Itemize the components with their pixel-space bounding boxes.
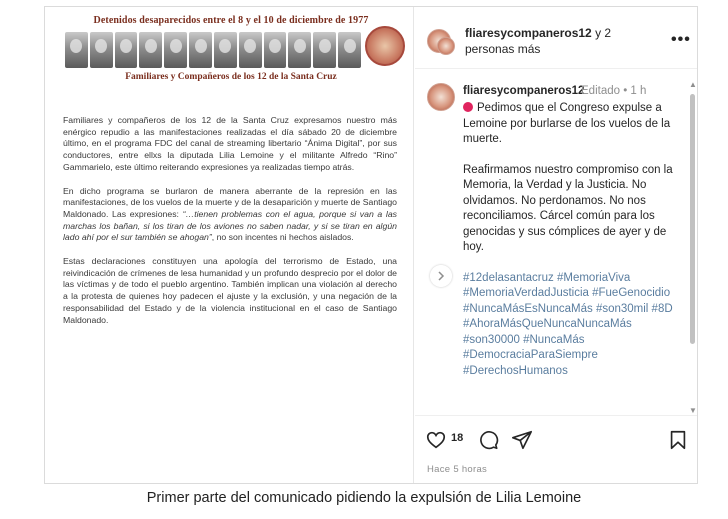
paragraph-text: , no son incentes ni hechos aislados. — [211, 232, 354, 243]
caption-meta: Editado • 1 h — [581, 85, 647, 97]
hashtags[interactable] — [463, 271, 685, 380]
post-side-panel — [415, 7, 698, 484]
portrait-photo — [65, 32, 88, 68]
portrait-photo — [338, 32, 361, 68]
page-caption: Primer parte del comunicado pidiendo la expulsión de Lilia Lemoine — [146, 490, 582, 506]
caption-text — [463, 101, 685, 394]
document-paragraph: Estas declaraciones constituyen una apología del terrorismo de Estado, una reivindicación de crímenes de lesa humanidad y un profundo desprecio por el dolor de las víctimas y de todo el pueblo argentino. También implican una violación al derecho a la protesta de quienes hoy padecen el ajuste y la exclusión, y una negación de la responsabilidad del Estado y de la violencia institucional en el caso de Santiago Maldonado. — [63, 256, 397, 325]
portrait-photo — [139, 32, 162, 68]
collab-suffix[interactable]: y 2 personas más — [465, 26, 612, 56]
portrait-photo — [115, 32, 138, 68]
paragraph-text: En dicho programa se burlaron de manera aberrante de la represión en las manifestaciones, de los vuelos de la muerte y de la desaparición y muerte de Santiago Maldonado. Las expresiones: — [63, 185, 397, 219]
banner-bottom-text: Familiares y Compañeros de los 12 de la Santa Cruz — [125, 72, 337, 82]
banner-top-text: Detenidos desaparecidos entre el 8 y el 10 de diciembre de 1977 — [93, 15, 369, 26]
post-image-document — [45, 7, 414, 484]
red-circle-icon — [463, 102, 473, 112]
post-actions — [415, 415, 698, 484]
like-count: 18 — [451, 432, 464, 444]
quoted-expression: “…tienen problemas con el agua, porque si van a las marchas los bañan, si los tiran de los aviones no saben nadar, y si se tiran en algún lado ahí por el sur también se ahogan” — [63, 208, 397, 243]
more-icon[interactable]: ••• — [671, 31, 691, 48]
comment-icon[interactable] — [477, 429, 499, 451]
portrait-photo — [164, 32, 187, 68]
author-username[interactable]: fliaresycompaneros12 — [465, 26, 592, 40]
instagram-post — [44, 6, 698, 484]
caption-scrollbar[interactable] — [689, 80, 697, 415]
portrait-photo — [239, 32, 262, 68]
portrait-photo — [214, 32, 237, 68]
caption-line — [463, 101, 685, 148]
heart-icon[interactable] — [425, 429, 447, 451]
avatar[interactable] — [427, 83, 455, 111]
share-icon[interactable] — [511, 429, 533, 451]
portrait-photo — [189, 32, 212, 68]
post-timestamp[interactable]: Hace 5 horas — [427, 464, 488, 475]
portrait-photo — [288, 32, 311, 68]
scrollbar-thumb[interactable] — [690, 94, 695, 344]
document-banner — [51, 15, 408, 89]
caption-line: Reafirmamos nuestro compromiso con la Memoria, la Verdad y la Justicia. No olvidamos. No perdonamos. No nos reconciliamos. Cárcel común para los genocidas y sus cómplices de ayer y de hoy. — [463, 163, 673, 253]
post-header — [415, 7, 698, 69]
caption-line-text: Pedimos que el Congreso expulse a Lemoine por burlarse de los vuelos de la muerte. — [463, 102, 671, 145]
bookmark-icon[interactable] — [667, 429, 689, 451]
caption-username[interactable]: fliaresycompaneros12 — [463, 85, 585, 97]
document-paragraph — [63, 186, 397, 245]
document-paragraph: Familiares y compañeros de los 12 de la Santa Cruz expresamos nuestro más enérgico repudio a las manifestaciones realizadas el día sábado 20 de diciembre último, en el programa FDC del canal de streaming libertario “Ánima Digital”, por sus conductores, entre ellxs la diputada Lilia Lemoine y el militante Alfredo “Rino” Gammarielo, este último reiterando expresiones ya realizadas tiempo atrás. — [63, 115, 397, 172]
scroll-down-icon[interactable]: ▼ — [689, 406, 697, 415]
organization-seal — [365, 26, 405, 66]
hashtag-list[interactable]: #12delasantacruz #MemoriaViva #MemoriaVerdadJusticia #FueGenocidio #NuncaMásEsNuncaMás #son30mil #8D #AhoraMásQueNuncaNuncaMás #son30000 #NuncaMás #DemocraciaParaSiempre #DerechosHumanos — [463, 271, 673, 377]
photo-strip — [65, 32, 361, 68]
scroll-up-icon[interactable]: ▲ — [689, 80, 697, 89]
portrait-photo — [90, 32, 113, 68]
avatar[interactable] — [437, 37, 455, 55]
portrait-photo — [264, 32, 287, 68]
document-body — [63, 115, 397, 338]
caption-area — [415, 70, 698, 415]
portrait-photo — [313, 32, 336, 68]
post-author[interactable] — [465, 25, 655, 57]
